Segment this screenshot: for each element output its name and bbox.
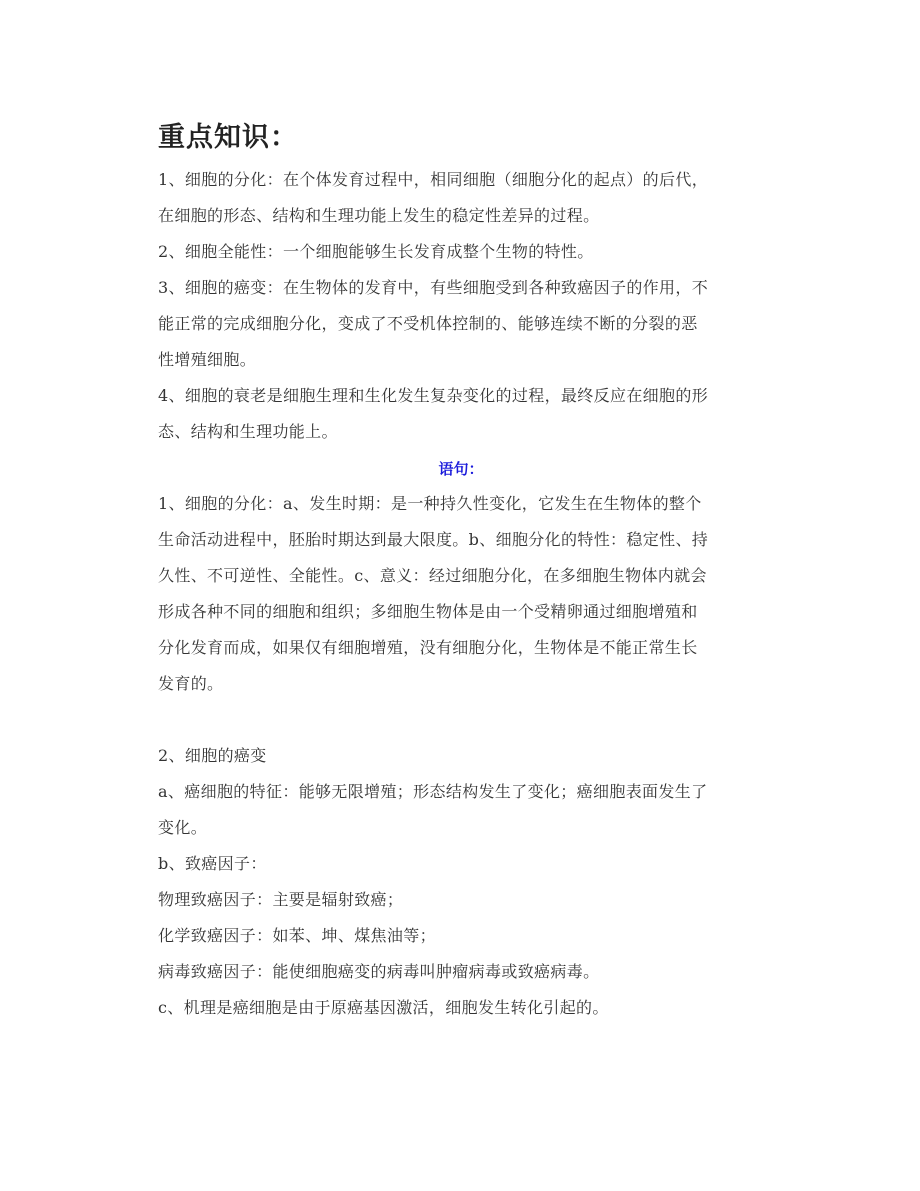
paragraph-line: 态、结构和生理功能上。 (158, 422, 338, 441)
paragraph-line: 分化发育而成，如果仅有细胞增殖，没有细胞分化，生物体是不能正常生长 (158, 638, 698, 657)
paragraph-line: 1、细胞的分化：在个体发育过程中，相同细胞（细胞分化的起点）的后代， (158, 170, 709, 189)
paragraph-line: 1、细胞的分化：a、发生时期：是一种持久性变化，它发生在生物体的整个 (158, 494, 702, 513)
paragraph-line: 3、细胞的癌变：在生物体的发育中，有些细胞受到各种致癌因子的作用，不 (158, 278, 709, 297)
paragraph-line: 物理致癌因子：主要是辐射致癌； (158, 890, 404, 909)
paragraph-line: 生命活动进程中，胚胎时期达到最大限度。b、细胞分化的特性：稳定性、持 (158, 530, 709, 549)
paragraph-line: 发育的。 (158, 674, 224, 693)
paragraph-line: a、癌细胞的特征：能够无限增殖；形态结构发生了变化；癌细胞表面发生了 (158, 782, 708, 801)
paragraph-line: 形成各种不同的细胞和组织；多细胞生物体是由一个受精卵通过细胞增殖和 (158, 602, 698, 621)
section-heading-line: 2、细胞的癌变 (158, 746, 267, 765)
paragraph-line: 能正常的完成细胞分化，变成了不受机体控制的、能够连续不断的分裂的恶 (158, 314, 698, 333)
paragraph-line: 性增殖细胞。 (158, 350, 257, 369)
paragraph-line: 2、细胞全能性：一个细胞能够生长发育成整个生物的特性。 (158, 242, 594, 261)
page-title: 重点知识： (158, 122, 298, 153)
paragraph-line: 病毒致癌因子：能使细胞癌变的病毒叫肿瘤病毒或致癌病毒。 (158, 962, 600, 981)
paragraph-line: 在细胞的形态、结构和生理功能上发生的稳定性差异的过程。 (158, 206, 600, 225)
paragraph-line: c、机理是癌细胞是由于原癌基因激活，细胞发生转化引起的。 (158, 998, 609, 1017)
paragraph-line: 化学致癌因子：如苯、坤、煤焦油等； (158, 926, 436, 945)
paragraph-line: 久性、不可逆性、全能性。c、意义：经过细胞分化，在多细胞生物体内就会 (158, 566, 707, 585)
paragraph-line: 变化。 (158, 818, 208, 837)
paragraph-line: b、致癌因子： (158, 854, 267, 873)
section-subtitle: 语句： (438, 460, 484, 478)
paragraph-line: 4、细胞的衰老是细胞生理和生化发生复杂变化的过程，最终反应在细胞的形 (158, 386, 709, 405)
